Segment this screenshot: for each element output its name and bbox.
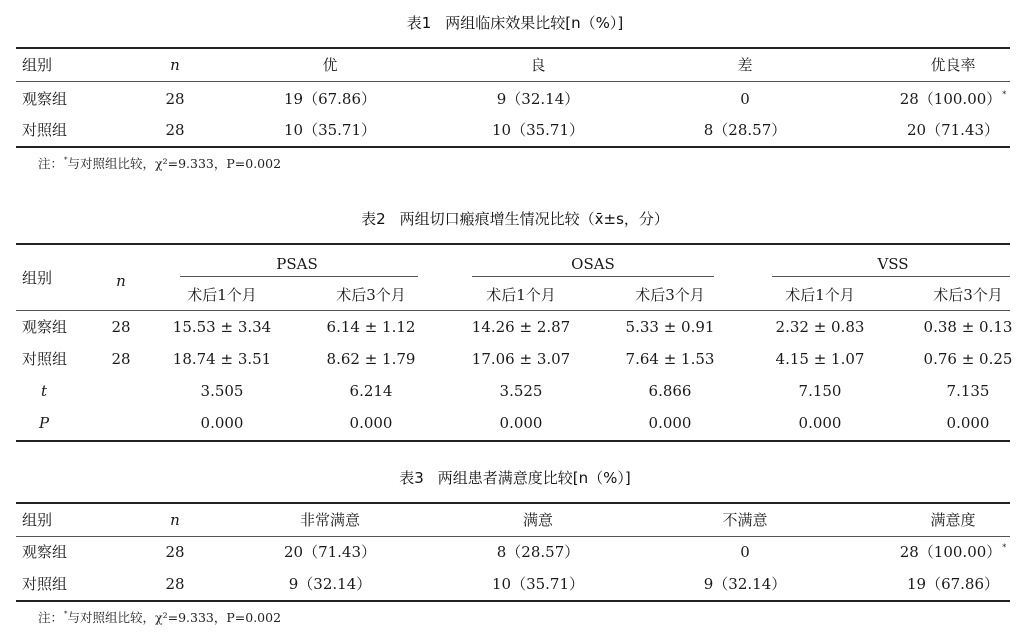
table3-row1-n: 28 (165, 543, 185, 561)
table1-bottom-rule (16, 146, 1010, 148)
table2-row-p-vss-3m: 0.000 (946, 414, 990, 432)
table3-bottom-rule (16, 600, 1010, 602)
table3-row1-group: 观察组 (22, 543, 68, 561)
table2-subheader-vss-1m: 术后1个月 (785, 286, 855, 304)
table2-row-p-label: P (39, 414, 50, 432)
table3-row2-satisfied: 10（35.71） (491, 575, 585, 593)
table2-number: 表2 (361, 210, 386, 228)
table2-header-n: n (116, 272, 126, 290)
table3-note-text: 与对照组比较，χ²=9.333，P=0.002 (67, 610, 282, 625)
table2-row1-psas-3m: 6.14 ± 1.12 (326, 318, 416, 336)
table2-row-p-psas-3m: 0.000 (349, 414, 393, 432)
table1-header-good: 良 (530, 56, 546, 74)
table3-caption-suffix: [n（%）] (572, 469, 631, 487)
table1-row1-rate-value: 28（100.00） (899, 90, 1002, 108)
table2-header-vss: VSS (877, 255, 909, 273)
table1-header-rate: 优良率 (930, 56, 976, 74)
table2-row2-n: 28 (111, 350, 131, 368)
table2-row1-group: 观察组 (22, 318, 68, 336)
table1-note-prefix: 注： (38, 156, 64, 171)
table1-row1-good: 9（32.14） (496, 90, 580, 108)
table2-row2-group: 对照组 (22, 350, 68, 368)
table2-row2-psas-1m: 18.74 ± 3.51 (172, 350, 272, 368)
table2-row1-osas-1m: 14.26 ± 2.87 (471, 318, 571, 336)
table1-note-mark: * (64, 156, 68, 164)
table3-header-unsatisfied: 不满意 (722, 511, 768, 529)
table2-row-p-osas-1m: 0.000 (499, 414, 543, 432)
table2-header-rule (16, 310, 1010, 311)
table1-row1-group: 观察组 (22, 90, 68, 108)
table1-caption-suffix: [n（%）] (565, 14, 624, 32)
table2-row-t-psas-3m: 6.214 (349, 382, 393, 400)
table2-row-t-label: t (41, 382, 48, 400)
table3-title (0, 467, 1030, 488)
table3-header-satisfied: 满意 (522, 511, 554, 529)
table2-subheader-osas-1m: 术后1个月 (486, 286, 556, 304)
table3-row1-satisfaction-value: 28（100.00） (899, 543, 1002, 561)
table3-header-group: 组别 (22, 511, 53, 529)
table3-row1-unsatisfied: 0 (740, 543, 750, 561)
table1-header-poor: 差 (737, 56, 753, 74)
table2-row1-osas-3m: 5.33 ± 0.91 (625, 318, 715, 336)
table3-note-mark: * (64, 610, 68, 618)
table2-caption: 两组切口瘢痕增生情况比较（x̄±s，分） (399, 210, 669, 228)
table2-osas-underline (472, 276, 714, 277)
table3-header-very-satisfied: 非常满意 (299, 511, 361, 529)
table2-row2-vss-1m: 4.15 ± 1.07 (775, 350, 865, 368)
table2-row1-psas-1m: 15.53 ± 3.34 (172, 318, 272, 336)
table1-row2-n: 28 (165, 121, 185, 139)
table2-row-t-osas-3m: 6.866 (648, 382, 692, 400)
table2-row-t-vss-1m: 7.150 (798, 382, 842, 400)
table2-row-p-vss-1m: 0.000 (798, 414, 842, 432)
table3-row1-very-satisfied: 20（71.43） (283, 543, 377, 561)
table1-row2-poor: 8（28.57） (703, 121, 787, 139)
table2-row2-osas-1m: 17.06 ± 3.07 (471, 350, 571, 368)
table2-title (0, 208, 1030, 229)
table3-row1-significance-mark: * (1002, 543, 1007, 552)
table1-header-n: n (170, 56, 180, 74)
table2-row2-vss-3m: 0.76 ± 0.25 (923, 350, 1013, 368)
table2-row-t-osas-1m: 3.525 (499, 382, 543, 400)
table2-header-psas: PSAS (276, 255, 318, 273)
table2-row-p-osas-3m: 0.000 (648, 414, 692, 432)
table2-row-t-psas-1m: 3.505 (200, 382, 244, 400)
table2-header-group: 组别 (22, 269, 53, 287)
table3-row2-satisfaction: 19（67.86） (906, 575, 1000, 593)
table2-subheader-psas-1m: 术后1个月 (187, 286, 257, 304)
table2-subheader-osas-3m: 术后3个月 (635, 286, 705, 304)
table3-note (38, 608, 281, 626)
table2-row2-osas-3m: 7.64 ± 1.53 (625, 350, 715, 368)
table3-row2-very-satisfied: 9（32.14） (288, 575, 372, 593)
table1-caption: 两组临床效果比较 (445, 14, 566, 32)
table1-row2-excellent: 10（35.71） (283, 121, 377, 139)
table3-note-prefix: 注： (38, 610, 64, 625)
table1-number: 表1 (406, 14, 432, 32)
table3-header-n: n (170, 511, 180, 529)
table2-vss-underline (772, 276, 1010, 277)
table2-subheader-vss-3m: 术后3个月 (933, 286, 1003, 304)
table3-row1-satisfaction (900, 542, 1007, 562)
table3-row2-unsatisfied: 9（32.14） (703, 575, 787, 593)
table3-row1-satisfied: 8（28.57） (496, 543, 580, 561)
table3-header-satisfaction: 满意度 (930, 511, 976, 529)
table1-row2-rate: 20（71.43） (906, 121, 1000, 139)
table3-row2-n: 28 (165, 575, 185, 593)
table1-note-text: 与对照组比较，χ²=9.333，P=0.002 (67, 156, 282, 171)
table1-row1-significance-mark: * (1002, 90, 1007, 99)
table2-row1-n: 28 (111, 318, 131, 336)
table2-row2-psas-3m: 8.62 ± 1.79 (326, 350, 416, 368)
table1-header-group: 组别 (22, 56, 53, 74)
table2-bottom-rule (16, 440, 1010, 442)
table3-row2-group: 对照组 (22, 575, 68, 593)
table1-row2-group: 对照组 (22, 121, 68, 139)
table3-number: 表3 (399, 469, 424, 487)
table2-row1-vss-3m: 0.38 ± 0.13 (923, 318, 1013, 336)
table2-row-p-psas-1m: 0.000 (200, 414, 244, 432)
table3-header-rule (16, 536, 1010, 537)
table1-row1-rate (900, 89, 1007, 109)
table1-row1-excellent: 19（67.86） (283, 90, 377, 108)
table3-top-rule (16, 502, 1010, 504)
table2-row1-vss-1m: 2.32 ± 0.83 (775, 318, 865, 336)
table1-row1-poor: 0 (740, 90, 750, 108)
table1-header-excellent: 优 (322, 56, 338, 74)
table3-caption: 两组患者满意度比较 (437, 469, 573, 487)
table2-top-rule (16, 243, 1010, 245)
table1-top-rule (16, 47, 1010, 49)
table2-row-t-vss-3m: 7.135 (946, 382, 990, 400)
table1-note (38, 154, 281, 172)
table2-subheader-psas-3m: 术后3个月 (336, 286, 406, 304)
table1-header-rule (16, 81, 1010, 82)
table2-header-osas: OSAS (571, 255, 615, 273)
table2-psas-underline (180, 276, 418, 277)
table1-row2-good: 10（35.71） (491, 121, 585, 139)
table1-title (0, 12, 1030, 33)
table1-row1-n: 28 (165, 90, 185, 108)
